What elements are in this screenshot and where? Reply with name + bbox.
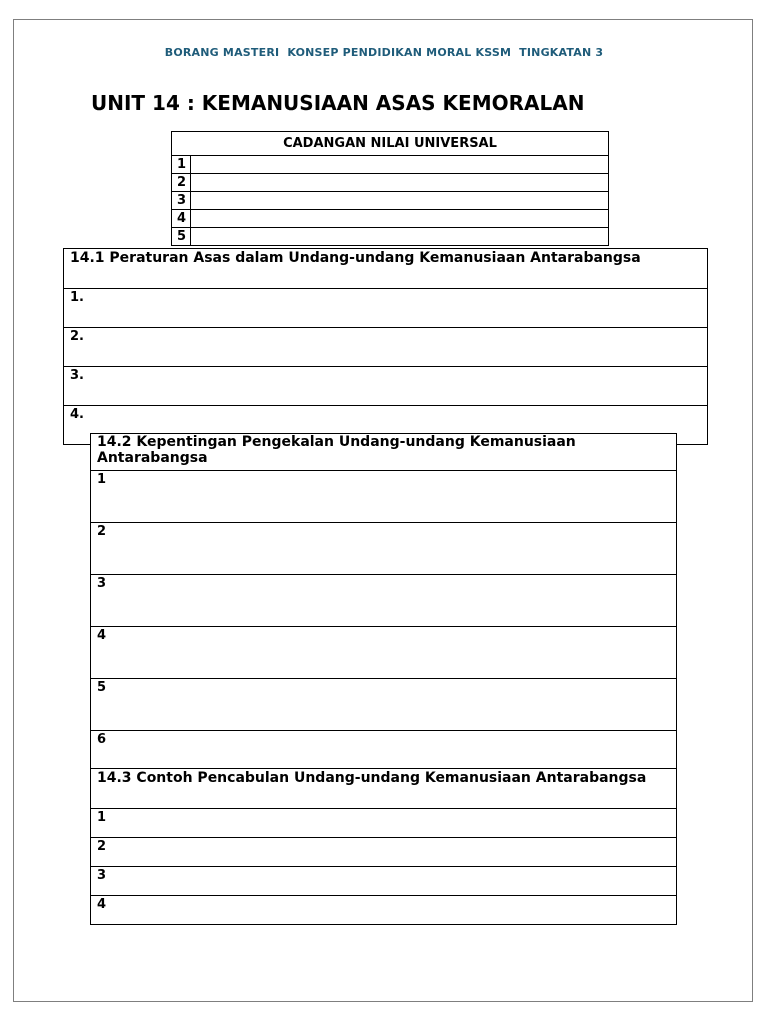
row-number: 1 bbox=[172, 156, 191, 174]
row-number: 5 bbox=[172, 228, 191, 246]
section-14-1-table bbox=[63, 248, 708, 445]
table-row bbox=[64, 328, 708, 367]
table-row bbox=[91, 838, 677, 867]
answer-cell[interactable]: 3 bbox=[91, 575, 677, 627]
table-row bbox=[91, 679, 677, 731]
table-row bbox=[172, 156, 609, 174]
unit-title: UNIT 14 : KEMANUSIAAN ASAS KEMORALAN bbox=[91, 91, 585, 115]
row-number: 4 bbox=[172, 210, 191, 228]
table-row bbox=[91, 809, 677, 838]
section-14-2-heading: 14.2 Kepentingan Pengekalan Undang-undang Kemanusiaan Antarabangsa bbox=[91, 434, 677, 471]
answer-cell[interactable]: 4. bbox=[64, 406, 708, 445]
answer-cell[interactable] bbox=[191, 192, 609, 210]
answer-cell[interactable]: 2 bbox=[91, 523, 677, 575]
answer-cell[interactable]: 4 bbox=[91, 627, 677, 679]
table-row bbox=[172, 210, 609, 228]
section-14-3-table bbox=[90, 768, 677, 925]
answer-cell[interactable]: 1 bbox=[91, 471, 677, 523]
table-row bbox=[64, 289, 708, 328]
section-14-2-table bbox=[90, 433, 677, 783]
table-row bbox=[172, 228, 609, 246]
answer-cell[interactable] bbox=[191, 156, 609, 174]
answer-cell[interactable] bbox=[191, 228, 609, 246]
table-row bbox=[172, 174, 609, 192]
table-row bbox=[172, 192, 609, 210]
row-number: 3 bbox=[172, 192, 191, 210]
table-row bbox=[91, 575, 677, 627]
answer-cell[interactable]: 3. bbox=[64, 367, 708, 406]
table-row bbox=[91, 471, 677, 523]
table-row bbox=[64, 367, 708, 406]
table-row bbox=[91, 896, 677, 925]
answer-cell[interactable]: 5 bbox=[91, 679, 677, 731]
table-row bbox=[91, 867, 677, 896]
section-14-1-heading: 14.1 Peraturan Asas dalam Undang-undang Kemanusiaan Antarabangsa bbox=[64, 249, 708, 289]
answer-cell[interactable]: 1. bbox=[64, 289, 708, 328]
answer-cell[interactable] bbox=[191, 174, 609, 192]
answer-cell[interactable]: 2. bbox=[64, 328, 708, 367]
table-row bbox=[91, 523, 677, 575]
table-row bbox=[91, 627, 677, 679]
answer-cell[interactable]: 2 bbox=[91, 838, 677, 867]
answer-cell[interactable] bbox=[191, 210, 609, 228]
answer-cell[interactable]: 1 bbox=[91, 809, 677, 838]
answer-cell[interactable]: 6 bbox=[91, 731, 677, 783]
form-header: BORANG MASTERI KONSEP PENDIDIKAN MORAL KSSM TINGKATAN 3 bbox=[164, 46, 604, 59]
answer-cell[interactable]: 4 bbox=[91, 896, 677, 925]
section-14-3-heading: 14.3 Contoh Pencabulan Undang-undang Kemanusiaan Antarabangsa bbox=[91, 769, 677, 809]
nilai-table-heading: CADANGAN NILAI UNIVERSAL bbox=[172, 132, 609, 156]
row-number: 2 bbox=[172, 174, 191, 192]
answer-cell[interactable]: 3 bbox=[91, 867, 677, 896]
nilai-universal-table bbox=[171, 131, 609, 246]
